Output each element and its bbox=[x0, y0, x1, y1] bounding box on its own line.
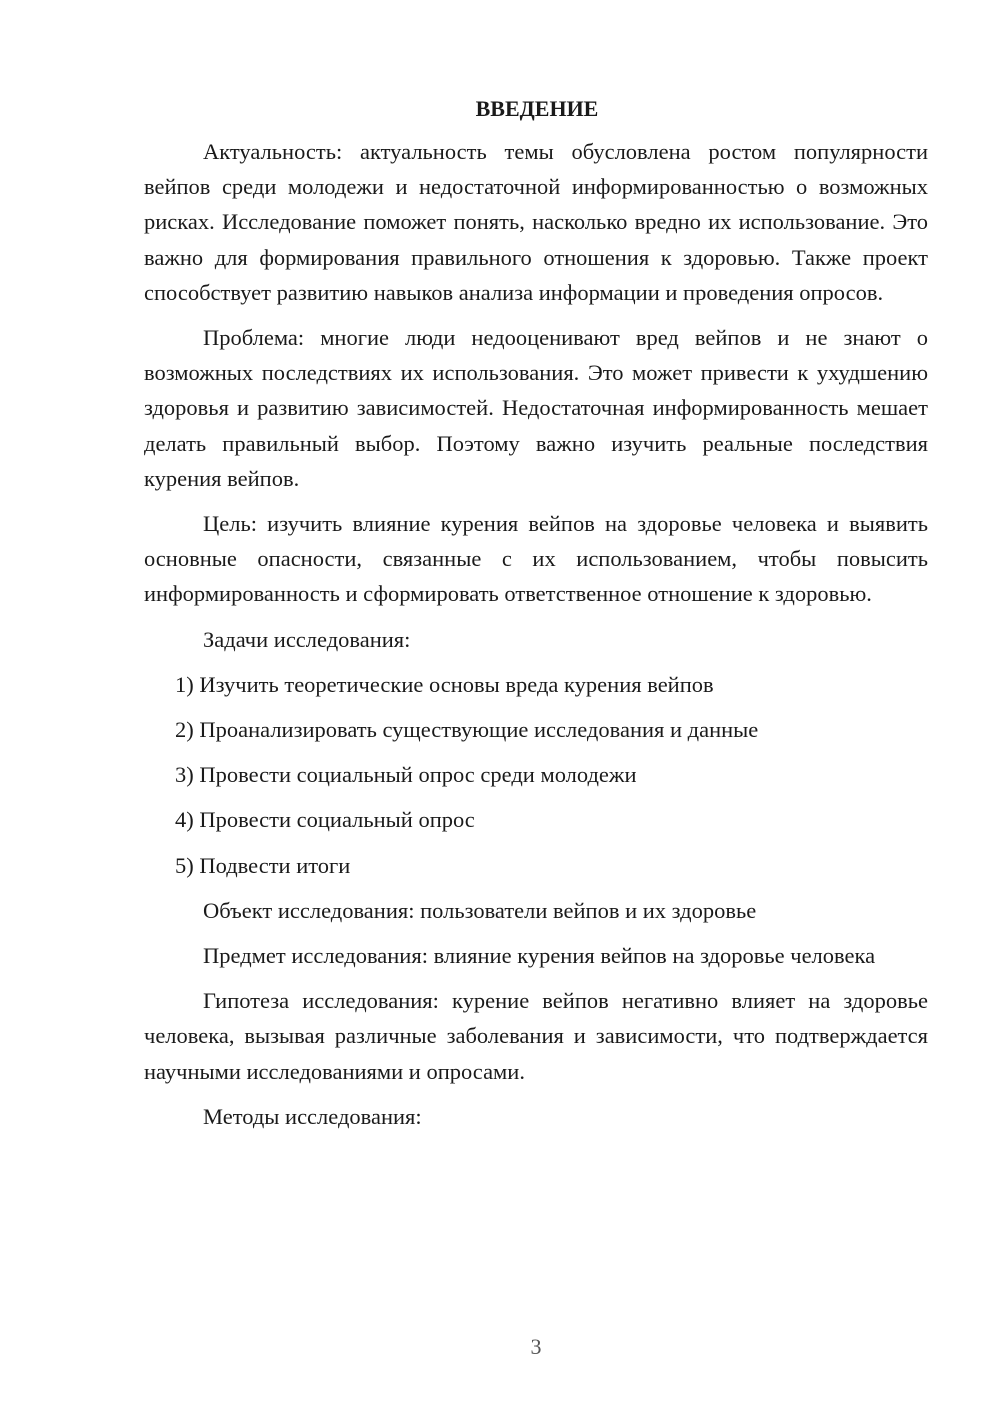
problem-paragraph: Проблема: многие люди недооценивают вред вейпов и не знают о возможных последствиях их использования. Это может привести к ухудшению здоровья и развитию зависимостей. Недостаточная информированность мешает делать правильный выбор. Поэтому важно изучить реальные последствия курения вейпов. bbox=[144, 325, 928, 491]
goal-paragraph: Цель: изучить влияние курения вейпов на здоровье человека и выявить основные опасности, связанные с их использованием, чтобы повысить информированность и сформировать ответственное отношение к здоровью. bbox=[144, 511, 928, 607]
hypothesis-paragraph: Гипотеза исследования: курение вейпов негативно влияет на здоровье человека, вызывая различные заболевания и зависимости, что подтверждается научными исследованиями и опросами. bbox=[144, 988, 928, 1084]
subject-paragraph: Предмет исследования: влияние курения вейпов на здоровье человека bbox=[203, 943, 876, 969]
list-item: 5) Подвести итоги bbox=[175, 852, 351, 878]
list-item: 3) Провести социальный опрос среди молодежи bbox=[175, 762, 637, 788]
methods-title: Методы исследования: bbox=[203, 1103, 422, 1129]
tasks-list bbox=[144, 667, 928, 883]
page-number: 3 bbox=[530, 1334, 542, 1359]
object-paragraph: Объект исследования: пользователи вейпов и их здоровье bbox=[203, 897, 757, 923]
tasks-title: Задачи исследования: bbox=[203, 626, 411, 652]
document-page bbox=[144, 94, 928, 1144]
list-item: 2) Проанализировать существующие исследования и данные bbox=[175, 717, 759, 743]
list-item: 1) Изучить теоретические основы вреда курения вейпов bbox=[175, 671, 714, 697]
list-item: 4) Провести социальный опрос bbox=[175, 807, 475, 833]
section-heading: ВВЕДЕНИЕ bbox=[475, 96, 599, 121]
relevance-paragraph: Актуальность: актуальность темы обусловлена ростом популярности вейпов среди молодежи и недостаточной информированностью о возможных рисках. Исследование поможет понять, насколько вредно их использование. Это важно для формирования правильного отношения к здоровью. Также проект способствует развитию навыков анализа информации и проведения опросов. bbox=[144, 139, 928, 305]
